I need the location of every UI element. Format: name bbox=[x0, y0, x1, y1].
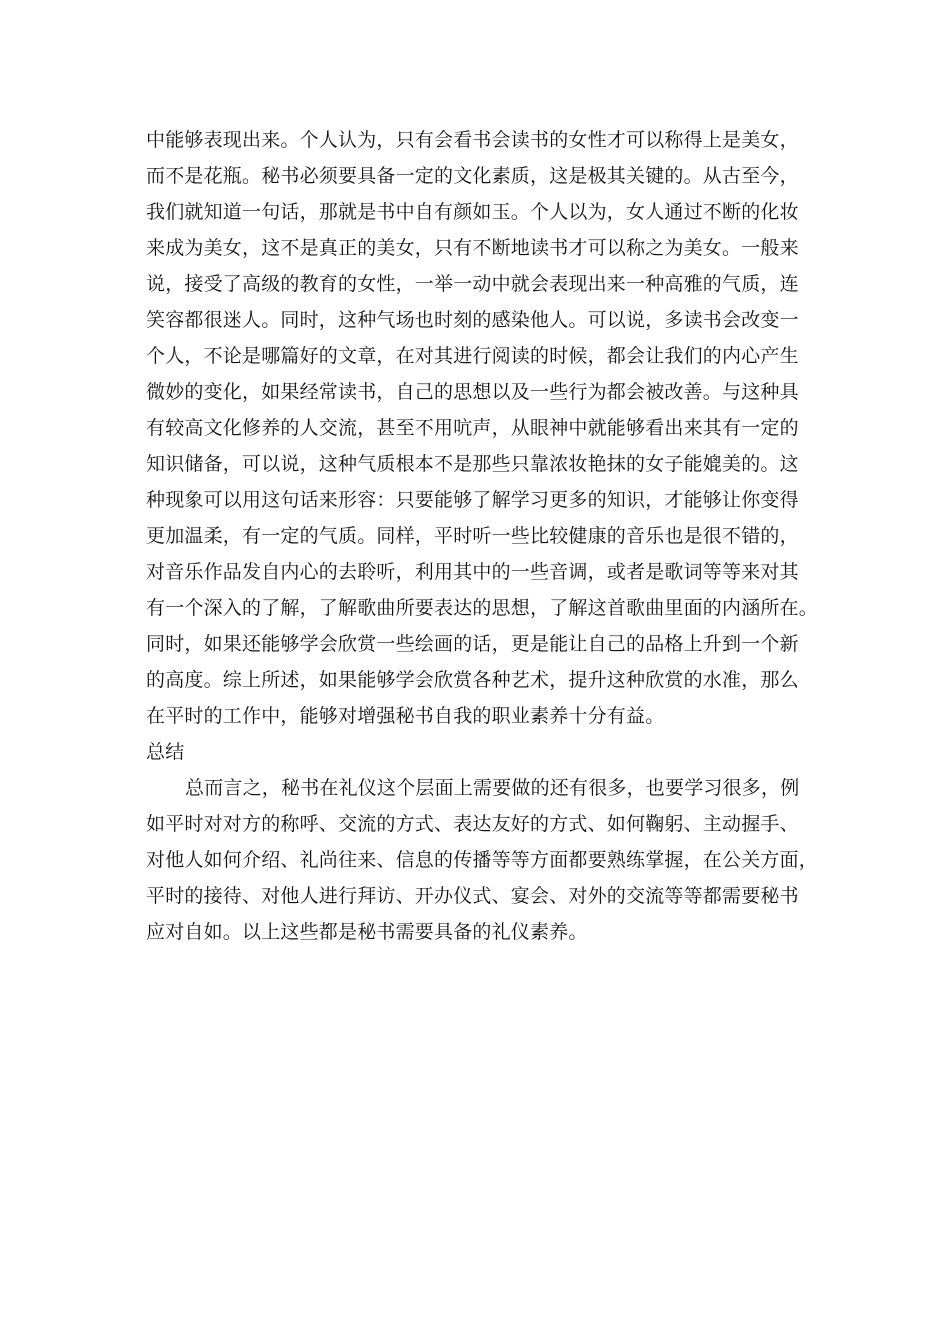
text-line: 有一个深入的了解，了解歌曲所要表达的思想，了解这首歌曲里面的内涵所在。 bbox=[146, 597, 819, 619]
text-line: 微妙的变化，如果经常读书，自己的思想以及一些行为都会被改善。与这种具 bbox=[146, 381, 799, 403]
text-line: 我们就知道一句话，那就是书中自有颜如玉。个人以为，女人通过不断的化妆 bbox=[146, 201, 799, 223]
text-line: 中能够表现出来。个人认为，只有会看书会读书的女性才可以称得上是美女， bbox=[146, 129, 799, 151]
text-line: 在平时的工作中，能够对增强秘书自我的职业素养十分有益。 bbox=[146, 705, 665, 727]
text-line: 总而言之，秘书在礼仪这个层面上需要做的还有很多，也要学习很多，例 bbox=[185, 777, 800, 799]
text-line: 而不是花瓶。秘书必须要具备一定的文化素质，这是极其关键的。从古至今， bbox=[146, 165, 799, 187]
text-line: 个人，不论是哪篇好的文章，在对其进行阅读的时候，都会让我们的内心产生 bbox=[146, 345, 799, 367]
text-line: 说，接受了高级的教育的女性，一举一动中就会表现出来一种高雅的气质，连 bbox=[146, 273, 799, 295]
text-line: 的高度。综上所述，如果能够学会欣赏各种艺术，提升这种欣赏的水准，那么 bbox=[146, 669, 799, 691]
text-line: 平时的接待、对他人进行拜访、开办仪式、宴会、对外的交流等等都需要秘书 bbox=[146, 885, 799, 907]
text-line: 有较高文化修养的人交流，甚至不用吭声，从眼神中就能够看出来其有一定的 bbox=[146, 417, 799, 439]
text-line: 应对自如。以上这些都是秘书需要具备的礼仪素养。 bbox=[146, 921, 588, 943]
section-heading: 总结 bbox=[146, 741, 185, 763]
text-line: 对音乐作品发自内心的去聆听，利用其中的一些音调，或者是歌词等等来对其 bbox=[146, 561, 799, 583]
text-line: 更加温柔，有一定的气质。同样，平时听一些比较健康的音乐也是很不错的， bbox=[146, 525, 799, 547]
text-line: 知识储备，可以说，这种气质根本不是那些只靠浓妆艳抹的女子能媲美的。这 bbox=[146, 453, 799, 475]
text-line: 种现象可以用这句话来形容：只要能够了解学习更多的知识，才能够让你变得 bbox=[146, 489, 799, 511]
text-line: 同时，如果还能够学会欣赏一些绘画的话，更是能让自己的品格上升到一个新 bbox=[146, 633, 799, 655]
text-line: 笑容都很迷人。同时，这种气场也时刻的感染他人。可以说，多读书会改变一 bbox=[146, 309, 799, 331]
text-line: 对他人如何介绍、礼尚往来、信息的传播等等方面都要熟练掌握，在公关方面， bbox=[146, 849, 819, 871]
text-line: 来成为美女，这不是真正的美女，只有不断地读书才可以称之为美女。一般来 bbox=[146, 237, 799, 259]
text-line: 如平时对对方的称呼、交流的方式、表达友好的方式、如何鞠躬、主动握手、 bbox=[146, 813, 799, 835]
